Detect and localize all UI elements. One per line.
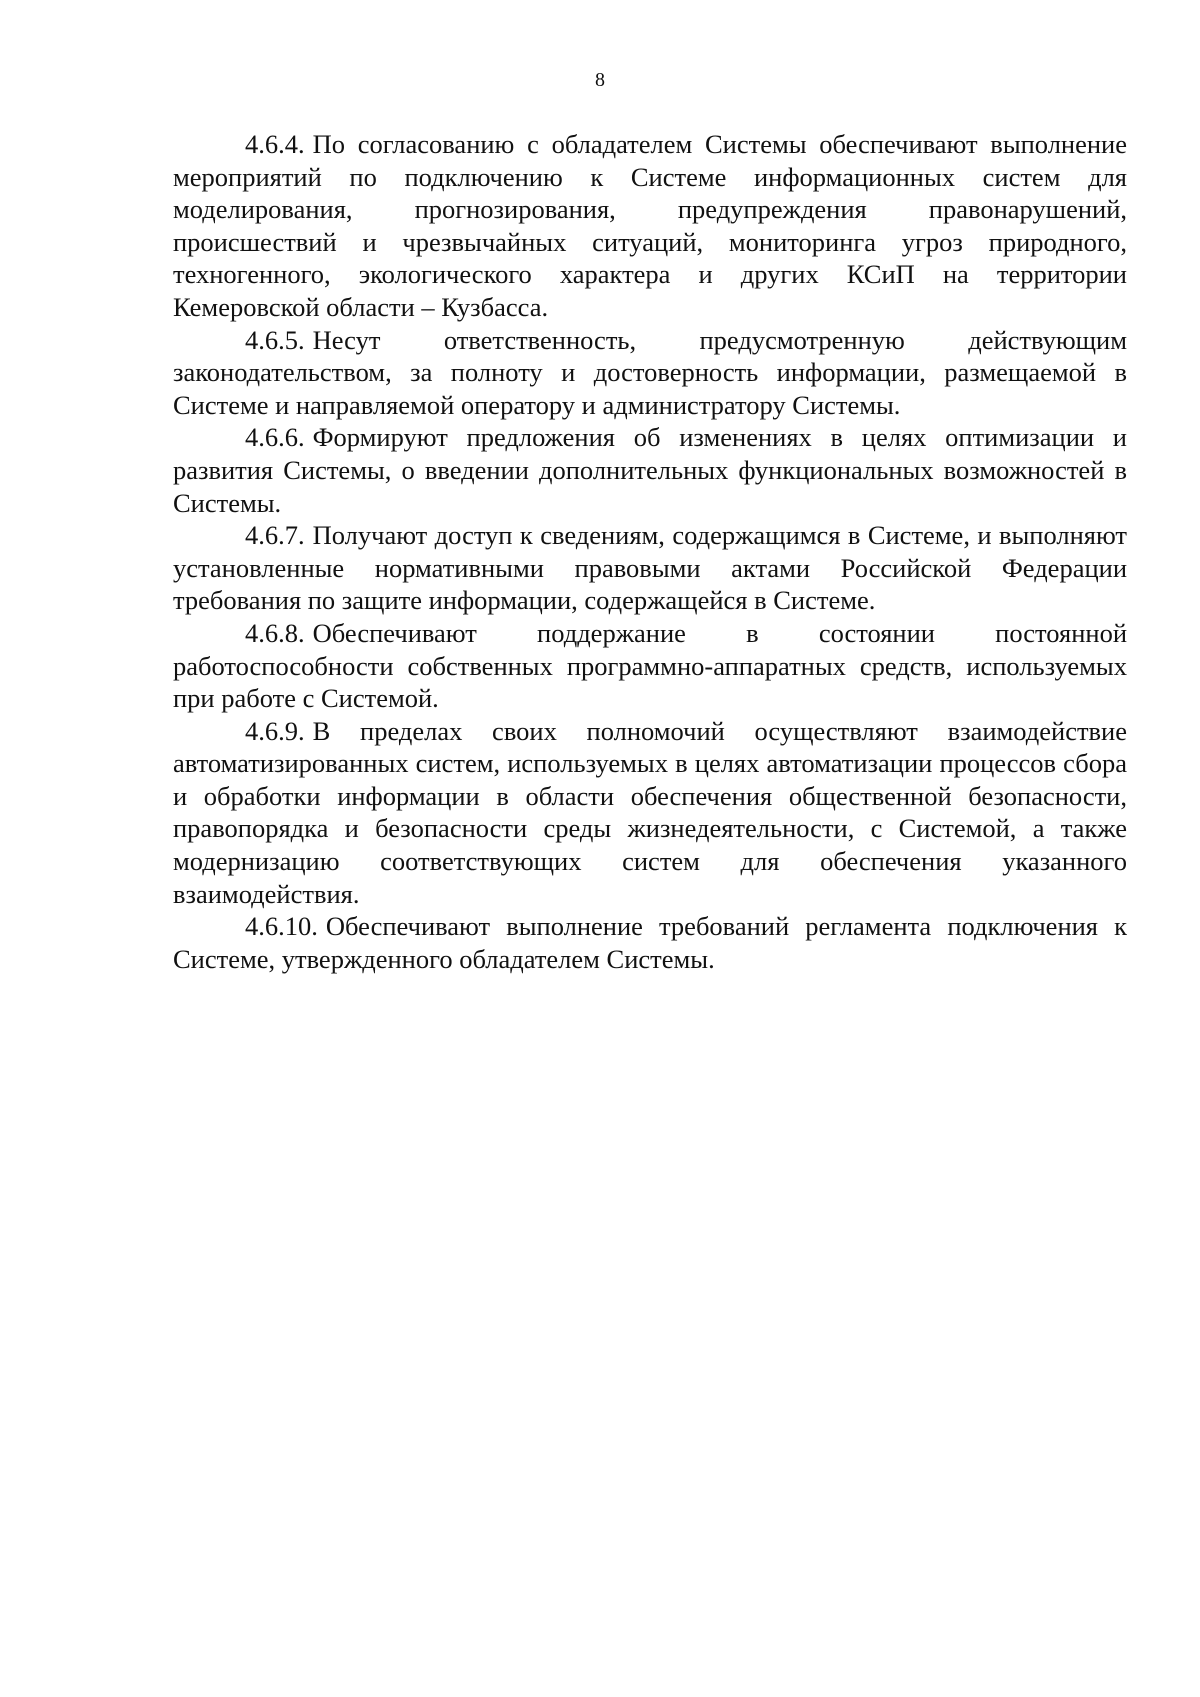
- paragraph-text: Получают доступ к сведениям, содержащимся в Системе, и выполняют установленные нормативными правовыми актами Российской Федерации требования по защите информации, содержащейся в Системе.: [173, 520, 1127, 616]
- paragraph-4-6-8: [173, 617, 1127, 715]
- paragraph-number: 4.6.8.: [245, 617, 305, 648]
- paragraph-4-6-5: [173, 324, 1127, 422]
- paragraph-number: 4.6.5.: [245, 324, 305, 355]
- paragraph-number: 4.6.6.: [245, 422, 305, 453]
- paragraph-text: Обеспечивают выполнение требований регламента подключения к Системе, утвержденного обладателем Системы.: [173, 911, 1127, 974]
- page-number: 8: [595, 69, 605, 91]
- document-body: [173, 128, 1127, 975]
- paragraph-text: Несут ответственность, предусмотренную действующим законодательством, за полноту и достоверность информации, размещаемой в Системе и направляемой оператору и администратору Системы.: [173, 324, 1127, 420]
- paragraph-4-6-4: [173, 128, 1127, 324]
- paragraph-4-6-10: [173, 910, 1127, 975]
- paragraph-number: 4.6.4.: [245, 129, 305, 159]
- paragraph-text: В пределах своих полномочий осуществляют взаимодействие автоматизированных систем, используемых в целях автоматизации процессов сбора и обработки информации в области обеспечения общественной безопасности, правопорядка и безопасности среды жизнедеятельности, с Системой, а также модернизацию соответствующих систем для обеспечения указанного взаимодействия.: [173, 715, 1127, 909]
- paragraph-4-6-6: [173, 421, 1127, 519]
- paragraph-number: 4.6.9.: [245, 715, 305, 746]
- paragraph-number: 4.6.7.: [245, 520, 305, 551]
- paragraph-number: 4.6.10.: [245, 911, 318, 942]
- paragraph-text: Обеспечивают поддержание в состоянии постоянной работоспособности собственных программно-аппаратных средств, используемых при работе с Системой.: [173, 617, 1127, 714]
- paragraph-text: По согласованию с обладателем Системы обеспечивают выполнение мероприятий по подключению к Системе информационных систем для моделирования, прогнозирования, предупреждения правонарушений, происшествий и чрезвычайных ситуаций, мониторинга угроз природного, техногенного, экологического характера и других КСиП на территории Кемеровской области – Кузбасса.: [173, 129, 1127, 322]
- paragraph-text: Формируют предложения об изменениях в целях оптимизации и развития Системы, о введении дополнительных функциональных возможностей в Системы.: [173, 422, 1127, 518]
- paragraph-4-6-9: [173, 715, 1127, 911]
- paragraph-4-6-7: [173, 519, 1127, 617]
